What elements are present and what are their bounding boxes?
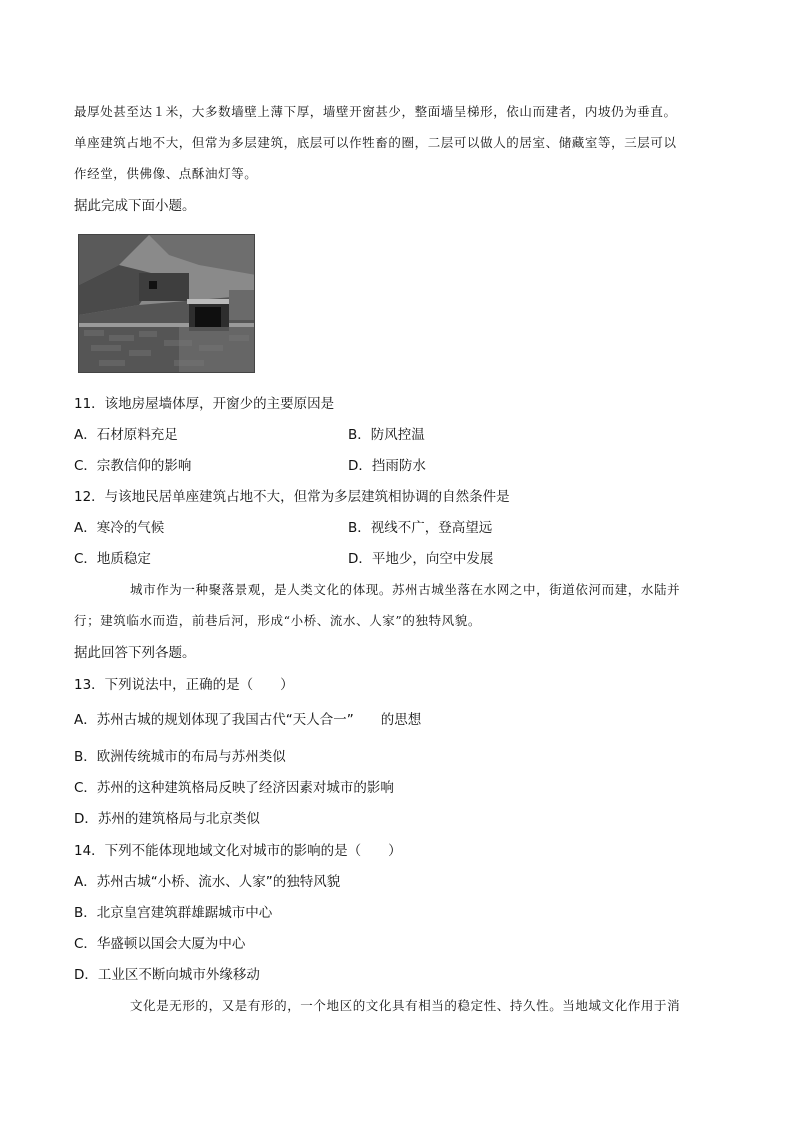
intro-line-1: 最厚处甚至达１米，大多数墙壁上薄下厚，墙壁开窗甚少，整面墙呈梯形，依山而建者，内坡仍为垂直。: [74, 104, 677, 119]
q14-stem: 14．下列不能体现地域文化对城市的影响的是（ ）: [74, 843, 402, 859]
intro-line-2: 单座建筑占地不大，但常为多层建筑，底层可以作牲畜的圈，二层可以做人的居室、储藏室等，三层可以: [74, 135, 677, 150]
passage3-line-1: 文化是无形的，又是有形的，一个地区的文化具有相当的稳定性、持久性。当地域文化作用于消: [130, 998, 681, 1013]
q14-option-d[interactable]: D．工业区不断向城市外缘移动: [74, 967, 260, 983]
q13-option-d[interactable]: D．苏州的建筑格局与北京类似: [74, 811, 260, 827]
q13-option-c[interactable]: C．苏州的这种建筑格局反映了经济因素对城市的影响: [74, 780, 394, 796]
q13-option-a[interactable]: A．苏州古城的规划体现了我国古代“天人合一” 的思想: [74, 712, 422, 728]
q11-stem: 11．该地房屋墙体厚，开窗少的主要原因是: [74, 396, 335, 412]
q12-option-d[interactable]: D．平地少，向空中发展: [348, 551, 494, 567]
q13-option-b[interactable]: B．欧洲传统城市的布局与苏州类似: [74, 749, 286, 765]
q12-option-a[interactable]: A．寒冷的气候: [74, 520, 165, 536]
passage2-line-1: 城市作为一种聚落景观，是人类文化的体现。苏州古城坐落在水网之中，街道依河而建，水陆并: [130, 582, 681, 597]
q11-option-c[interactable]: C．宗教信仰的影响: [74, 458, 192, 474]
q11-option-d[interactable]: D．挡雨防水: [348, 458, 426, 474]
instruction-1: 据此完成下面小题。: [74, 198, 196, 214]
q12-option-b[interactable]: B．视线不广，登高望远: [348, 520, 493, 536]
q12-option-c[interactable]: C．地质稳定: [74, 551, 151, 567]
q14-option-c[interactable]: C．华盛顿以国会大厦为中心: [74, 936, 246, 952]
q12-stem: 12．与该地民居单座建筑占地不大，但常为多层建筑相协调的自然条件是: [74, 489, 510, 505]
q13-stem: 13．下列说法中，正确的是（ ）: [74, 677, 294, 693]
q11-option-a[interactable]: A．石材原料充足: [74, 427, 178, 443]
passage2-line-2: 行；建筑临水而造，前巷后河，形成“小桥、流水、人家”的独特风貌。: [74, 613, 481, 628]
q14-option-b[interactable]: B．北京皇宫建筑群雄踞城市中心: [74, 905, 273, 921]
q14-option-a[interactable]: A．苏州古城“小桥、流水、人家”的独特风貌: [74, 874, 341, 890]
q11-option-b[interactable]: B．防风控温: [348, 427, 425, 443]
instruction-2: 据此回答下列各题。: [74, 645, 196, 661]
intro-line-3: 作经堂，供佛像、点酥油灯等。: [74, 166, 258, 181]
stone-house-photo: [78, 234, 255, 373]
